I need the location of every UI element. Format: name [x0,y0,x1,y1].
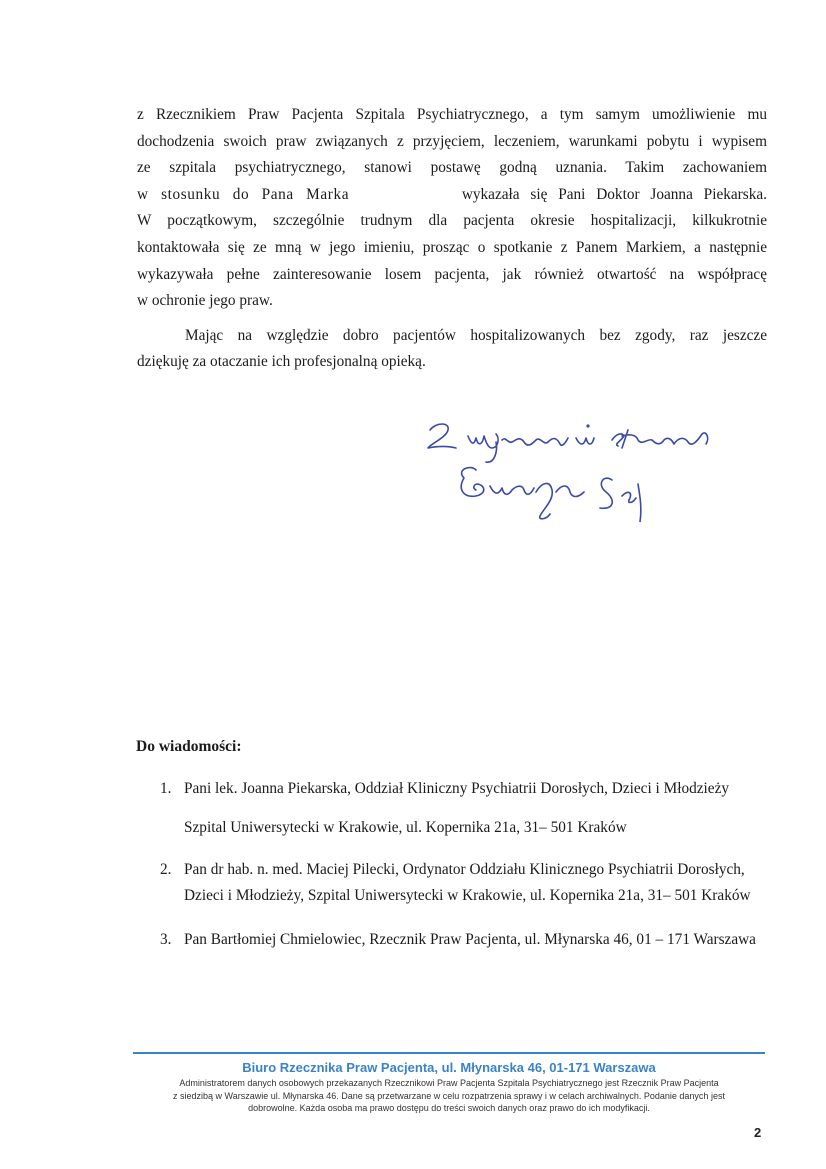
footer-privacy-note [133,1077,765,1115]
footer-title: Biuro Rzecznika Praw Pacjenta, ul. Młynarska 46, 01-171 Warszawa [242,1060,656,1075]
footer-note-line: dobrowolne. Każda osoba ma prawo dostępu do treści swoich danych oraz prawo do ich modyfikacji. [248,1103,650,1113]
body-line: kontaktowała się ze mną w jego imieniu, prosząc o spotkanie z Panem Markiem, a następnie [137,238,767,256]
page-number: 2 [754,1125,762,1140]
body-line-start [137,182,350,209]
distribution-heading: Do wiadomości: [136,738,242,755]
body-line: wykazywała pełne zainteresowanie losem pacjenta, jak również otwartość na współpracę [137,265,767,283]
list-item-text [184,780,770,837]
body-line: w ochronie jego praw. [137,292,273,310]
list-item-number: 3. [160,931,172,948]
body-text-fragment: wykazała się Pani Doktor Joanna Piekarska. [461,185,767,203]
list-item-line: Szpital Uniwersytecki w Krakowie, ul. Kopernika 21a, 31– 501 Kraków [184,819,627,836]
list-item-number: 2. [160,861,172,878]
body-line: z Rzecznikiem Praw Pacjenta Szpitala Psychiatrycznego, a tym samym umożliwienie mu [137,106,767,123]
footer-note-line: z siedzibą w Warszawie ul. Młynarska 46. Dane są przetwarzane w celu rozpatrzenia sprawy i w celach archiwalnych. Podanie danych jest [173,1090,725,1101]
list-item [160,927,770,953]
list-item [160,780,770,837]
body-line: Mając na względzie dobro pacjentów hospitalizowanych bez zgody, raz jeszcze [185,326,767,344]
body-line-with-redaction [137,182,767,209]
footer-note-line: Administratorem danych osobowych przekazanych Rzecznikowi Praw Pacjenta Szpitala Psychiatrycznego jest Rzecznik Praw Pacjenta [179,1078,719,1088]
list-item-line: Pan Bartłomiej Chmielowiec, Rzecznik Praw Pacjenta, ul. Młynarska 46, 01 – 171 Warszawa [184,931,756,948]
distribution-list [160,780,770,953]
body-line: dochodzenia swoich praw związanych z przyjęciem, leczeniem, warunkami pobytu i wypisem [137,132,767,150]
body-line: ze szpitala psychiatrycznego, stanowi postawę godną uznania. Takim zachowaniem [137,159,767,177]
body-line: dziękuję za otaczanie ich profesjonalną opieką. [137,353,426,371]
handwritten-signature [416,412,716,522]
list-item-text [184,857,770,909]
body-line: W początkowym, szczególnie trudnym dla pacjenta okresie hospitalizacji, kilkukrotnie [137,212,767,230]
footer-divider [133,1052,765,1054]
paragraph-gap [137,315,767,323]
redacted-surname [365,182,443,209]
list-item-line: Dzieci i Młodzieży, Szpital Uniwersytecki w Krakowie, ul. Kopernika 21a, 31– 501 Kraków [184,887,751,904]
list-item-line: Pan dr hab. n. med. Maciej Pilecki, Ordynator Oddziału Klinicznego Psychiatrii Dorosłych, [184,861,745,878]
list-item-text [184,927,770,953]
list-item-number: 1. [160,780,172,797]
letter-body [137,102,767,376]
list-item-line: Pani lek. Joanna Piekarska, Oddział Kliniczny Psychiatrii Dorosłych, Dzieci i Młodzieży [184,780,730,797]
body-text-fragment: w stosunku do Pana Marka [137,185,350,203]
list-item [160,857,770,909]
